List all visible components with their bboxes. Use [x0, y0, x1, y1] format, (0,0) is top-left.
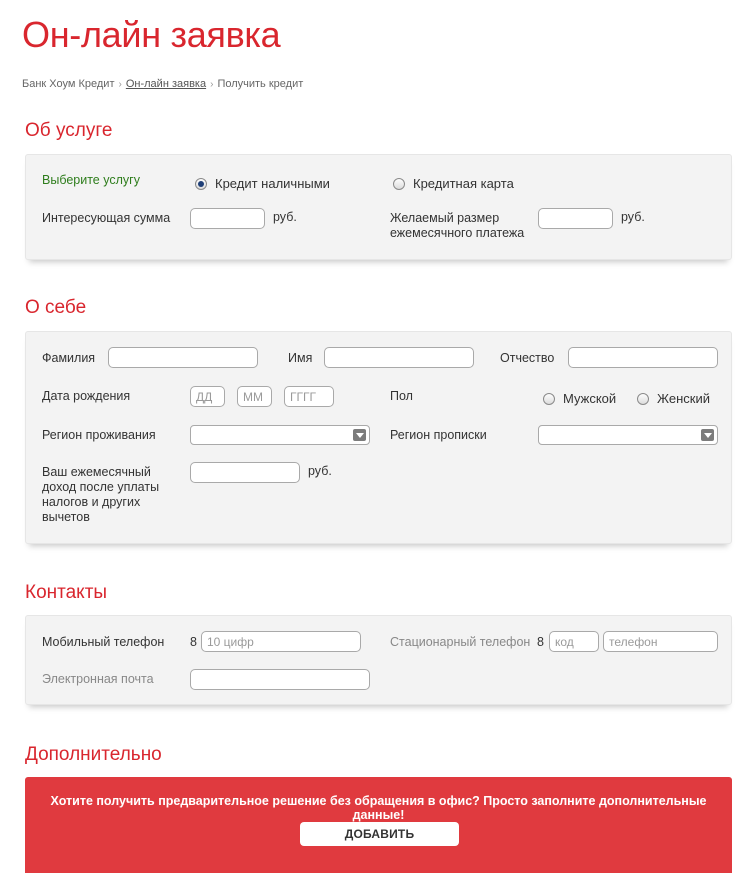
choose-service-label: Выберите услугу: [42, 173, 140, 187]
breadcrumb: [22, 78, 303, 90]
patronymic-label: Отчество: [500, 351, 555, 365]
radio-credit-card-label: Кредитная карта: [413, 176, 514, 191]
email-label: Электронная почта: [42, 672, 154, 686]
radio-cash-credit[interactable]: [195, 176, 330, 191]
radio-unselected-icon: [637, 393, 649, 405]
birth-day-input[interactable]: [190, 386, 225, 407]
birth-year-input[interactable]: [284, 386, 334, 407]
chevron-down-icon: [353, 429, 366, 441]
section-title-about: О себе: [25, 297, 87, 318]
income-currency: руб.: [308, 464, 332, 478]
breadcrumb-current: Получить кредит: [217, 78, 304, 90]
about-panel: [25, 331, 732, 544]
birth-month-input[interactable]: [237, 386, 272, 407]
breadcrumb-separator: ›: [210, 79, 214, 90]
region-live-select[interactable]: [190, 425, 370, 445]
section-title-service: Об услуге: [25, 120, 113, 141]
radio-selected-icon: [195, 178, 207, 190]
radio-gender-male-label: Мужской: [563, 391, 617, 406]
email-input[interactable]: [190, 669, 370, 690]
monthly-payment-currency: руб.: [621, 210, 645, 224]
section-title-contacts: Контакты: [25, 582, 108, 603]
landline-code-input[interactable]: [549, 631, 599, 652]
breadcrumb-link-application[interactable]: Он-лайн заявка: [125, 78, 207, 90]
page-title: Он-лайн заявка: [22, 14, 281, 55]
landline-phone-input[interactable]: [603, 631, 718, 652]
patronymic-input[interactable]: [568, 347, 718, 368]
mobile-label: Мобильный телефон: [42, 635, 165, 649]
mobile-prefix: 8: [190, 635, 197, 649]
contacts-panel: [25, 615, 732, 705]
landline-label: Стационарный телефон: [390, 635, 531, 649]
radio-cash-credit-label: Кредит наличными: [215, 176, 330, 191]
radio-unselected-icon: [393, 178, 405, 190]
radio-gender-female-label: Женский: [657, 391, 710, 406]
radio-gender-male[interactable]: [543, 391, 616, 406]
radio-credit-card[interactable]: [393, 176, 514, 191]
add-button[interactable]: ДОБАВИТЬ: [300, 822, 459, 846]
breadcrumb-separator: ›: [118, 79, 122, 90]
amount-currency: руб.: [273, 210, 297, 224]
landline-prefix: 8: [537, 635, 544, 649]
mobile-phone-input[interactable]: [201, 631, 361, 652]
income-label: Ваш ежемесячный доход после уплаты налогов и других вычетов: [42, 465, 160, 524]
breadcrumb-home[interactable]: Банк Хоум Кредит: [22, 78, 115, 90]
radio-unselected-icon: [543, 393, 555, 405]
region-reg-label: Регион прописки: [390, 428, 487, 442]
radio-gender-female[interactable]: [637, 391, 710, 406]
lastname-label: Фамилия: [42, 351, 96, 365]
promo-text: Хотите получить предварительное решение без обращения в офис? Просто заполните дополнительные данные!: [50, 794, 707, 822]
region-reg-select[interactable]: [538, 425, 718, 445]
region-live-label: Регион проживания: [42, 428, 156, 442]
income-input[interactable]: [190, 462, 300, 483]
gender-label: Пол: [390, 389, 413, 403]
section-title-extra: Дополнительно: [25, 744, 162, 765]
service-panel: [25, 154, 732, 260]
firstname-label: Имя: [288, 351, 313, 365]
chevron-down-icon: [701, 429, 714, 441]
monthly-payment-input[interactable]: [538, 208, 613, 229]
lastname-input[interactable]: [108, 347, 258, 368]
promo-banner: [25, 777, 732, 873]
firstname-input[interactable]: [324, 347, 474, 368]
amount-input[interactable]: [190, 208, 265, 229]
birthdate-label: Дата рождения: [42, 389, 131, 403]
monthly-payment-label: Желаемый размер ежемесячного платежа: [390, 211, 525, 240]
amount-label: Интересующая сумма: [42, 211, 171, 225]
